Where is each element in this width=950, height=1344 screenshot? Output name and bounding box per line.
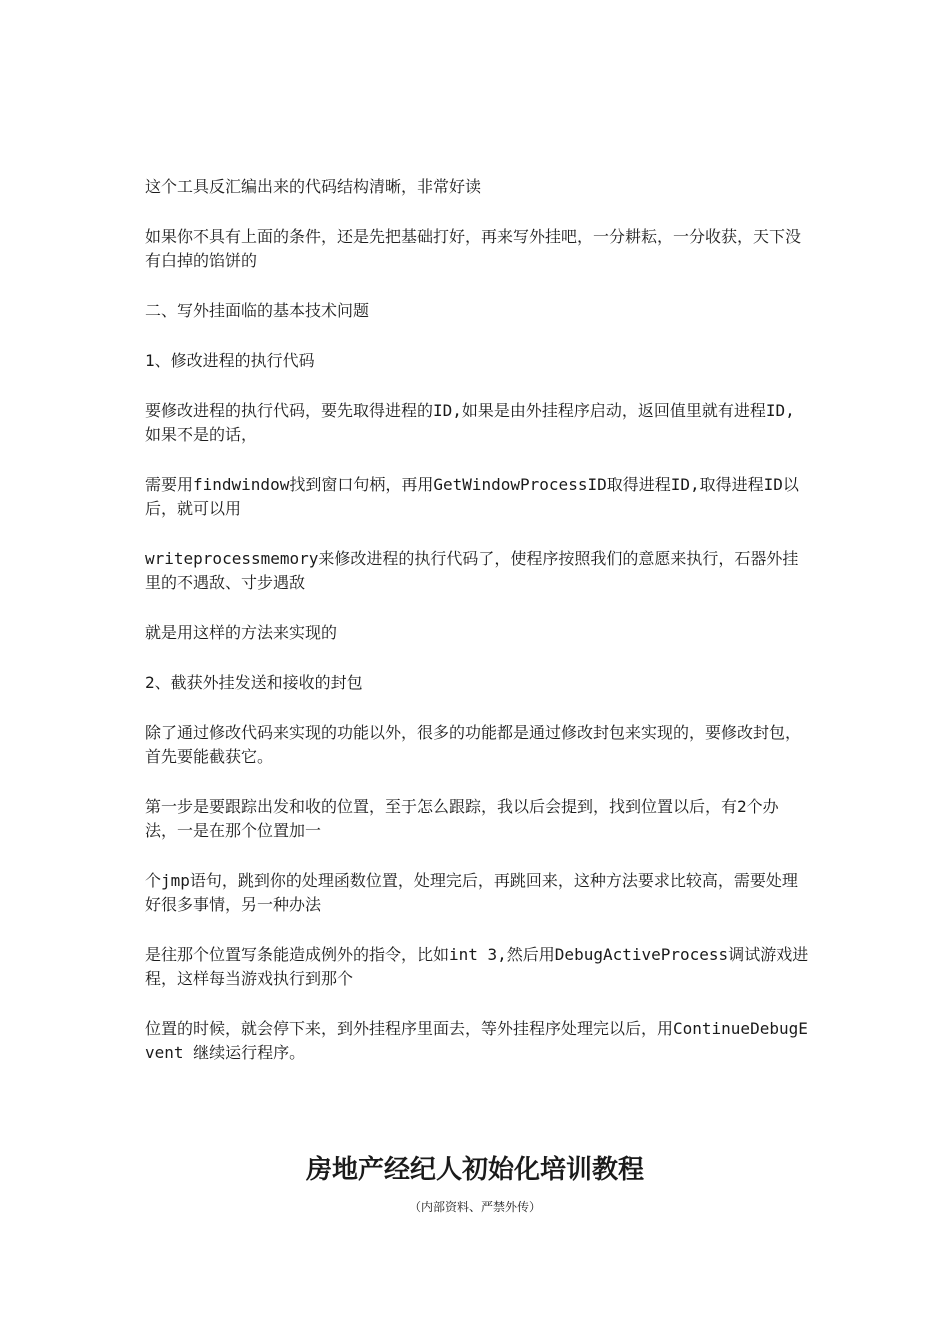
paragraph: writeprocessmemory来修改进程的执行代码了，使程序按照我们的意愿来执行，石器外挂里的不遇敌、寸步遇敌 bbox=[145, 549, 799, 592]
footer-subtitle: （内部资料、严禁外传） bbox=[408, 1200, 541, 1214]
paragraph: 如果你不具有上面的条件，还是先把基础打好，再来写外挂吧，一分耕耘，一分收获，天下没有白掉的馅饼的 bbox=[145, 227, 802, 270]
paragraph: 第一步是要跟踪出发和收的位置，至于怎么跟踪，我以后会提到，找到位置以后，有2个办法，一是在那个位置加一 bbox=[145, 797, 779, 840]
paragraph: 个jmp语句，跳到你的处理函数位置，处理完后，再跳回来，这种方法要求比较高，需要处理好很多事情，另一种办法 bbox=[145, 871, 798, 914]
subsection-heading: 2、截获外挂发送和接收的封包 bbox=[145, 673, 363, 692]
paragraph: 位置的时候，就会停下来，到外挂程序里面去，等外挂程序处理完以后，用ContinueDebugEvent 继续运行程序。 bbox=[145, 1019, 808, 1062]
section-heading: 二、写外挂面临的基本技术问题 bbox=[145, 301, 370, 320]
subsection-heading: 1、修改进程的执行代码 bbox=[145, 351, 315, 370]
paragraph: 需要用findwindow找到窗口句柄，再用GetWindowProcessID取得进程ID,取得进程ID以后，就可以用 bbox=[145, 475, 799, 518]
footer-title: 房地产经纪人初始化培训教程 bbox=[305, 1155, 644, 1185]
paragraph: 这个工具反汇编出来的代码结构清晰，非常好读 bbox=[145, 177, 482, 196]
document-body bbox=[145, 175, 810, 1091]
paragraph: 除了通过修改代码来实现的功能以外，很多的功能都是通过修改封包来实现的，要修改封包，首先要能截获它。 bbox=[145, 723, 802, 766]
paragraph: 就是用这样的方法来实现的 bbox=[145, 623, 338, 642]
paragraph: 要修改进程的执行代码，要先取得进程的ID,如果是由外挂程序启动，返回值里就有进程ID,如果不是的话， bbox=[145, 401, 795, 444]
paragraph: 是往那个位置写条能造成例外的指令，比如int 3,然后用DebugActiveProcess调试游戏进程，这样每当游戏执行到那个 bbox=[145, 945, 809, 988]
